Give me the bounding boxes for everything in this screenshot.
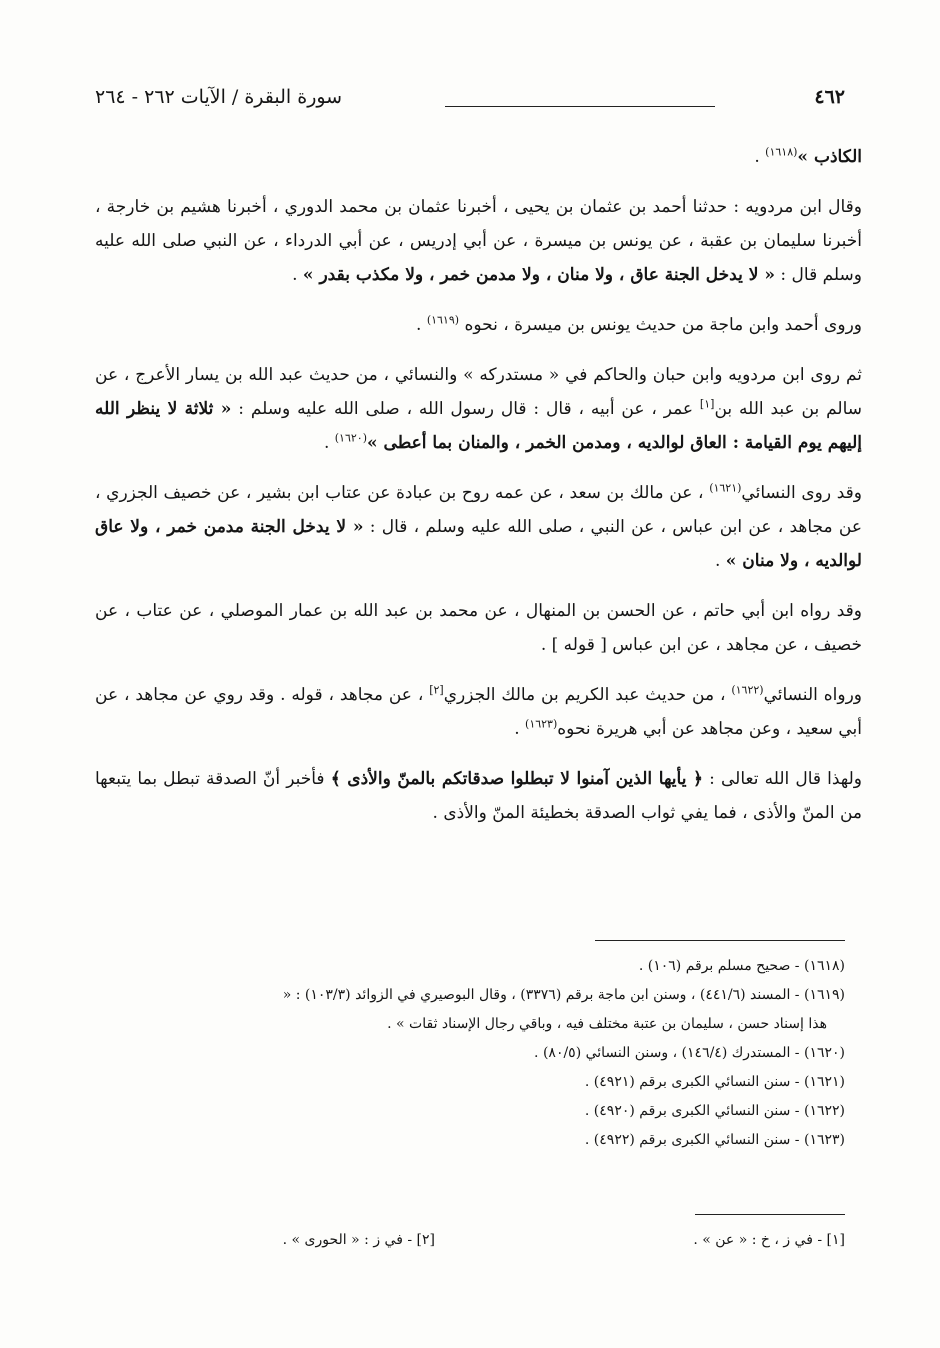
hadith-quote: « ثلاثة لا ينظر الله إليهم يوم القيامة : العاق لوالديه ، ومدمن الخمر ، والمنان بما أعطى » — [95, 399, 862, 453]
paragraph: الكاذب »$^{(١٦١٨)}$ . — [754, 145, 862, 167]
footnotes — [95, 952, 845, 1155]
editor-note-rule — [695, 1214, 845, 1215]
footnote-ref: (١٦٢٠) — [334, 431, 367, 445]
footnote-ref: (١٦٢٣) — [525, 717, 558, 731]
paragraph: ثم روى ابن مردويه وابن حبان والحاكم في « مستدركه » والنسائي ، من حديث عبد الله بن يسار الأعرج ، عن سالم بن عبد الله بن[١] عمر ، عن أبيه ، قال : قال رسول الله ، صلى الله عليه وسلم : « ثلاثة لا ينظر الله إليهم يوم القيامة : العاق لوالديه ، ومدمن الخمر ، والمنان بما أعطى »$^{(١٦٢٠)}$ . — [95, 365, 862, 453]
footnote-ref: (١٦٢٢) — [731, 683, 764, 697]
paragraph: وقال ابن مردويه : حدثنا أحمد بن عثمان بن يحيى ، أخبرنا عثمان بن محمد الدوري ، أخبرنا هشيم بن خارجة ، أخبرنا سليمان بن عقبة ، عن يونس بن ميسرة ، عن أبي إدريس ، عن أبي الدرداء ، عن النبي صلى الله عليه وسلم قال : « لا يدخل الجنة عاق ، ولا منان ، ولا مدمن خمر ، ولا مكذب بقدر » . — [95, 197, 862, 285]
note-ref: [٢] — [429, 683, 444, 697]
paragraph: وقد رواه ابن أبي حاتم ، عن الحسن بن المنهال ، عن محمد بن عبد الله بن عمار الموصلي ، عن عتاب ، عن خصيف ، عن مجاهد ، عن ابن عباس [ قوله ] . — [95, 601, 862, 655]
editor-note: [٢] - في ز : « الحورى » . — [282, 1232, 435, 1248]
hadith-quote: « لا يدخل الجنة عاق ، ولا منان ، ولا مدمن خمر ، ولا مكذب بقدر » — [302, 265, 775, 285]
paragraph: وقد روى النسائي$^{(١٦٢١)}$ ، عن مالك بن سعد ، عن عمه روح بن عبادة عن عتاب ابن بشير ، عن خصيف الجزري ، عن مجاهد ، عن ابن عباس ، عن النبي ، صلى الله عليه وسلم ، قال : « لا يدخل الجنة مدمن خمر ، ولا عاق لوالديه ، ولا منان » . — [95, 481, 862, 571]
running-title: سورة البقرة / الآيات ٢٦٢ - ٢٦٤ — [95, 86, 343, 108]
footnote-continuation: هذا إسناد حسن ، سليمان بن عتبة مختلف فيه ، وباقي رجال الإسناد ثقات » . — [387, 1016, 827, 1032]
footnote: (١٦١٨) - صحيح مسلم برقم (١٠٦) . — [638, 958, 845, 974]
editor-notes — [95, 1232, 845, 1262]
footnote: (١٦٢٣) - سنن النسائي الكبرى برقم (٤٩٢٢) . — [584, 1132, 845, 1148]
footnote-rule — [595, 940, 845, 941]
hadith-quote: « لا يدخل الجنة مدمن خمر ، ولا عاق لوالديه ، ولا منان » — [95, 517, 862, 571]
paragraph: ورواه النسائي$^{(١٦٢٢)}$ ، من حديث عبد الكريم بن مالك الجزري[٢] ، عن مجاهد ، قوله . وقد روي عن مجاهد ، عن أبي سعيد ، وعن مجاهد عن أبي هريرة نحوه$^{(١٦٢٣)}$ . — [95, 683, 862, 739]
footnote-ref: (١٦١٩) — [426, 313, 460, 327]
paragraph: وروى أحمد وابن ماجة من حديث يونس بن ميسرة ، نحوه $^{(١٦١٩)}$ . — [416, 313, 862, 335]
editor-note: [١] - في ز ، خ : « عن » . — [693, 1232, 845, 1248]
quran-verse: ﴿ يأيها الذين آمنوا لا تبطلوا صدقاتكم بالمنّ والأذى ﴾ — [330, 769, 704, 789]
paragraph: ولهذا قال الله تعالى : ﴿ يأيها الذين آمنوا لا تبطلوا صدقاتكم بالمنّ والأذى ﴾ فأخبر أنّ الصدقة تبطل بما يتبعها من المنّ والأذى ، فما يفي ثواب الصدقة بخطيئة المنّ والأذى . — [95, 769, 862, 823]
note-ref: [١] — [699, 397, 715, 411]
footnote: (١٦٢١) - سنن النسائي الكبرى برقم (٤٩٢١) . — [584, 1074, 845, 1090]
header-rule — [445, 106, 715, 107]
footnote-ref: (١٦٢١) — [709, 481, 742, 495]
footnote-ref: (١٦١٨) — [765, 145, 798, 159]
main-text — [95, 140, 862, 846]
page-number: ٤٦٢ — [814, 86, 845, 108]
footnote: (١٦٢٠) - المستدرك (١٤٦/٤) ، وسنن النسائي (٨٠/٥) . — [534, 1045, 845, 1061]
footnote: (١٦١٩) - المسند (٤٤١/٦) ، وسنن ابن ماجة برقم (٣٣٧٦) ، وقال البوصيري في الزوائد (١٠٣/٣) : « — [282, 987, 845, 1003]
footnote: (١٦٢٢) - سنن النسائي الكبرى برقم (٤٩٢٠) . — [584, 1103, 845, 1119]
page-header — [95, 86, 845, 116]
